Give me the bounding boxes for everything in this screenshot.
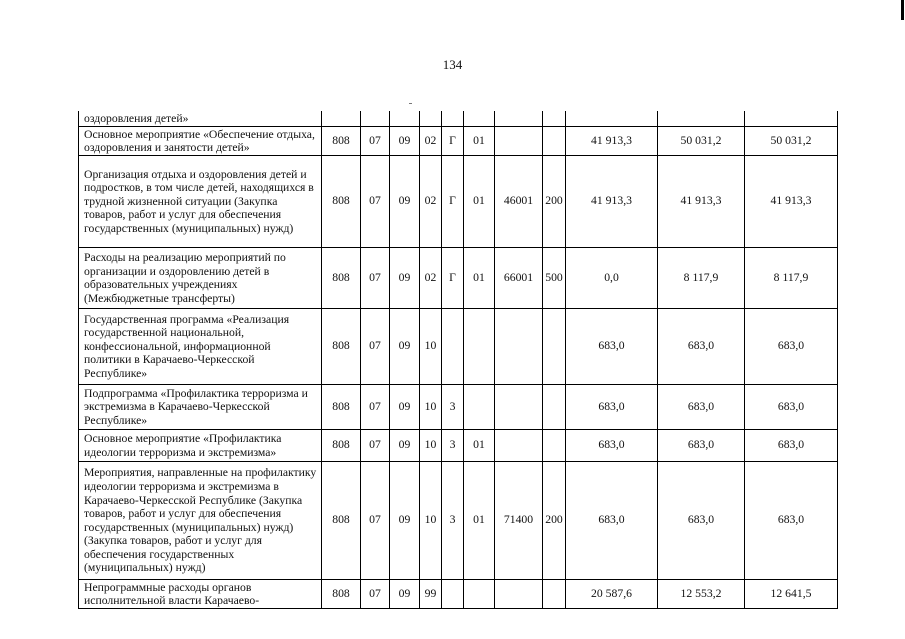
value-2019-cell bbox=[566, 111, 658, 126]
value-2019-cell: 683,0 bbox=[566, 308, 658, 384]
subprogram-cell: Г bbox=[442, 155, 464, 247]
subsection-cell: 09 bbox=[390, 461, 420, 579]
description-cell: Основное мероприятие «Профилактика идеологии терроризма и экстремизма» bbox=[79, 429, 322, 461]
main-event-cell: 01 bbox=[464, 126, 495, 155]
page-number: 134 bbox=[442, 57, 463, 72]
value-2021-cell: 683,0 bbox=[745, 308, 838, 384]
direction-code-cell bbox=[495, 126, 543, 155]
program-cell: 10 bbox=[420, 429, 442, 461]
subprogram-cell: 3 bbox=[442, 461, 464, 579]
section-cell: 07 bbox=[361, 155, 390, 247]
expense-type-cell: 500 bbox=[543, 247, 566, 308]
direction-code-cell: 66001 bbox=[495, 247, 543, 308]
budget-table bbox=[78, 111, 838, 609]
administrator-code-cell: 808 bbox=[322, 461, 361, 579]
program-cell: 10 bbox=[420, 384, 442, 429]
direction-code-cell bbox=[495, 384, 543, 429]
value-2021-cell: 12 641,5 bbox=[745, 579, 838, 608]
subprogram-cell: Г bbox=[442, 126, 464, 155]
subsection-cell: 09 bbox=[390, 384, 420, 429]
table-row bbox=[79, 579, 838, 608]
description-cell: Основное мероприятие «Обеспечение отдыха, оздоровления и занятости детей» bbox=[79, 126, 322, 155]
direction-code-cell: 46001 bbox=[495, 155, 543, 247]
main-event-cell bbox=[464, 111, 495, 126]
expense-type-cell bbox=[543, 579, 566, 608]
table-row bbox=[79, 126, 838, 155]
scan-speck bbox=[409, 103, 412, 104]
administrator-code-cell: 808 bbox=[322, 384, 361, 429]
expense-type-cell bbox=[543, 126, 566, 155]
description-cell: оздоровления детей» bbox=[79, 111, 322, 126]
subsection-cell: 09 bbox=[390, 247, 420, 308]
value-2021-cell: 683,0 bbox=[745, 429, 838, 461]
value-2019-cell: 41 913,3 bbox=[566, 155, 658, 247]
value-2021-cell: 50 031,2 bbox=[745, 126, 838, 155]
program-cell: 02 bbox=[420, 126, 442, 155]
expense-type-cell bbox=[543, 111, 566, 126]
main-event-cell bbox=[464, 579, 495, 608]
program-cell bbox=[420, 111, 442, 126]
expense-type-cell bbox=[543, 384, 566, 429]
section-cell bbox=[361, 111, 390, 126]
main-event-cell bbox=[464, 308, 495, 384]
section-cell: 07 bbox=[361, 461, 390, 579]
section-cell: 07 bbox=[361, 247, 390, 308]
subsection-cell bbox=[390, 111, 420, 126]
description-cell: Подпрограмма «Профилактика терроризма и экстремизма в Карачаево-Черкесской Республике» bbox=[79, 384, 322, 429]
direction-code-cell bbox=[495, 579, 543, 608]
value-2020-cell: 683,0 bbox=[658, 308, 745, 384]
value-2021-cell bbox=[745, 111, 838, 126]
expense-type-cell bbox=[543, 429, 566, 461]
administrator-code-cell: 808 bbox=[322, 579, 361, 608]
expense-type-cell: 200 bbox=[543, 461, 566, 579]
subsection-cell: 09 bbox=[390, 126, 420, 155]
main-event-cell bbox=[464, 384, 495, 429]
administrator-code-cell: 808 bbox=[322, 308, 361, 384]
administrator-code-cell: 808 bbox=[322, 155, 361, 247]
value-2021-cell: 683,0 bbox=[745, 461, 838, 579]
direction-code-cell bbox=[495, 308, 543, 384]
direction-code-cell bbox=[495, 111, 543, 126]
value-2020-cell: 12 553,2 bbox=[658, 579, 745, 608]
program-cell: 99 bbox=[420, 579, 442, 608]
subprogram-cell: Г bbox=[442, 247, 464, 308]
value-2019-cell: 683,0 bbox=[566, 429, 658, 461]
description-cell: Организация отдыха и оздоровления детей и подростков, в том числе детей, находящихся в трудной жизненной ситуации (Закупка товаров, работ и услуг для обеспечения государственных (муниципальных) нужд) bbox=[79, 155, 322, 247]
value-2020-cell bbox=[658, 111, 745, 126]
subsection-cell: 09 bbox=[390, 429, 420, 461]
administrator-code-cell: 808 bbox=[322, 247, 361, 308]
direction-code-cell bbox=[495, 429, 543, 461]
table-row bbox=[79, 247, 838, 308]
subsection-cell: 09 bbox=[390, 308, 420, 384]
description-cell: Государственная программа «Реализация государственной национальной, конфессиональной, информационной политики в Карачаево-Черкесской Республике» bbox=[79, 308, 322, 384]
main-event-cell: 01 bbox=[464, 461, 495, 579]
table-row bbox=[79, 461, 838, 579]
administrator-code-cell: 808 bbox=[322, 126, 361, 155]
table-row bbox=[79, 384, 838, 429]
value-2021-cell: 683,0 bbox=[745, 384, 838, 429]
main-event-cell: 01 bbox=[464, 155, 495, 247]
description-cell: Непрограммные расходы органов исполнительной власти Карачаево- bbox=[79, 579, 322, 608]
value-2019-cell: 20 587,6 bbox=[566, 579, 658, 608]
section-cell: 07 bbox=[361, 429, 390, 461]
subprogram-cell bbox=[442, 111, 464, 126]
expense-type-cell: 200 bbox=[543, 155, 566, 247]
section-cell: 07 bbox=[361, 126, 390, 155]
value-2019-cell: 683,0 bbox=[566, 461, 658, 579]
subprogram-cell: 3 bbox=[442, 384, 464, 429]
value-2020-cell: 41 913,3 bbox=[658, 155, 745, 247]
description-cell: Расходы на реализацию мероприятий по организации и оздоровлению детей в образовательных учреждениях (Межбюджетные трансферты) bbox=[79, 247, 322, 308]
section-cell: 07 bbox=[361, 579, 390, 608]
table-row bbox=[79, 155, 838, 247]
table-row bbox=[79, 308, 838, 384]
subprogram-cell: 3 bbox=[442, 429, 464, 461]
program-cell: 02 bbox=[420, 247, 442, 308]
main-event-cell: 01 bbox=[464, 247, 495, 308]
table-row bbox=[79, 429, 838, 461]
value-2021-cell: 8 117,9 bbox=[745, 247, 838, 308]
subsection-cell: 09 bbox=[390, 579, 420, 608]
value-2020-cell: 683,0 bbox=[658, 461, 745, 579]
expense-type-cell bbox=[543, 308, 566, 384]
section-cell: 07 bbox=[361, 308, 390, 384]
program-cell: 02 bbox=[420, 155, 442, 247]
subprogram-cell bbox=[442, 579, 464, 608]
scan-edge-mark bbox=[901, 0, 904, 20]
main-event-cell: 01 bbox=[464, 429, 495, 461]
value-2019-cell: 0,0 bbox=[566, 247, 658, 308]
value-2021-cell: 41 913,3 bbox=[745, 155, 838, 247]
direction-code-cell: 71400 bbox=[495, 461, 543, 579]
value-2020-cell: 683,0 bbox=[658, 384, 745, 429]
administrator-code-cell bbox=[322, 111, 361, 126]
section-cell: 07 bbox=[361, 384, 390, 429]
value-2020-cell: 683,0 bbox=[658, 429, 745, 461]
program-cell: 10 bbox=[420, 461, 442, 579]
value-2019-cell: 683,0 bbox=[566, 384, 658, 429]
program-cell: 10 bbox=[420, 308, 442, 384]
subsection-cell: 09 bbox=[390, 155, 420, 247]
description-cell: Мероприятия, направленные на профилактику идеологии терроризма и экстремизма в Карачаево-Черкесской Республике (Закупка товаров, работ и услуг для обеспечения государственных (муниципальных) нужд) (Закупка товаров, работ и услуг для обеспечения государственных (муниципальных) нужд) bbox=[79, 461, 322, 579]
subprogram-cell bbox=[442, 308, 464, 384]
table-row bbox=[79, 111, 838, 126]
value-2020-cell: 8 117,9 bbox=[658, 247, 745, 308]
value-2020-cell: 50 031,2 bbox=[658, 126, 745, 155]
administrator-code-cell: 808 bbox=[322, 429, 361, 461]
value-2019-cell: 41 913,3 bbox=[566, 126, 658, 155]
